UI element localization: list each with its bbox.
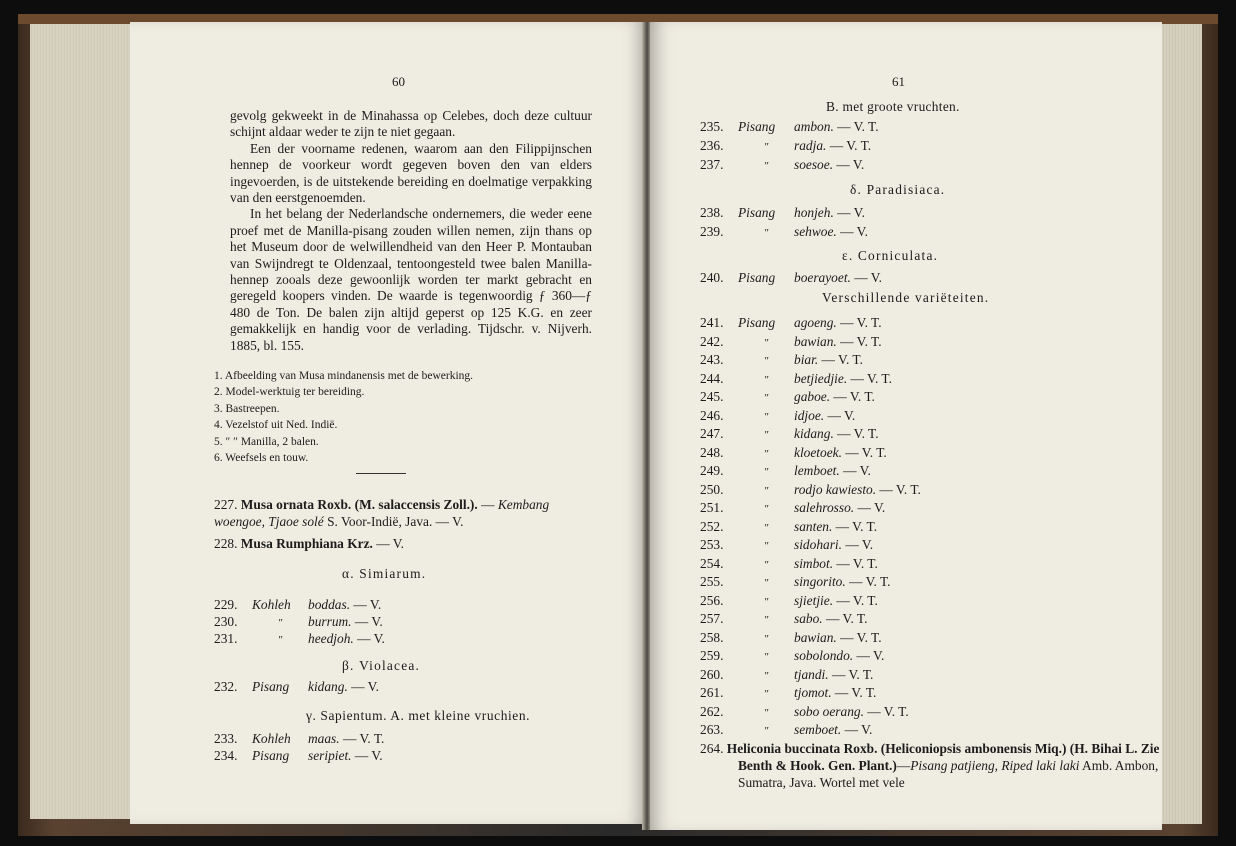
list-item: 253. ″ sidohari. — V. [700, 537, 874, 552]
list-item: 260. ″ tjandi. — V. T. [700, 666, 874, 682]
list-item: 247. ″ kidang. — V. T. [700, 426, 879, 441]
list-item: 5. ″ ″ Manilla, 2 balen. [214, 435, 319, 448]
page-number-60: 60 [392, 74, 405, 89]
entry-237: 237. ″ soesoe. — V. [700, 157, 865, 172]
entry-236: 236. ″ radja. — V. T. [700, 138, 872, 153]
list-item: 241. Pisang agoeng. — V. T. [700, 315, 882, 330]
list-item: 263. ″ semboet. — V. [700, 722, 873, 737]
section-heading-B: B. met groote vruchten. [826, 99, 960, 114]
entry-230: 230. ″ burrum. — V. [214, 614, 383, 629]
entry-239: 239. ″ sehwoe. — V. [700, 224, 868, 239]
left-page-edges [30, 24, 142, 819]
section-heading-alpha: α. Simiarum. [342, 566, 427, 581]
species-name: Musa ornata Roxb. (M. salaccensis Zoll.). [240, 497, 478, 512]
entry-232: 232. Pisang kidang. — V. [214, 679, 379, 694]
section-heading-gamma: γ. Sapientum. A. met kleine vruchien. [306, 708, 531, 723]
entry-264: 264. Heliconia buccinata Roxb. (Heliconiopsis ambonensis Miq.) (H. Bihai L. Zie Benth & Hook. Gen. Plant.)—Pisang patjieng, Riped laki laki Amb. Ambon, Sumatra, Java. Wortel met vele [700, 741, 1160, 791]
list-item: 259. ″ sobolondo. — V. [700, 648, 885, 663]
section-heading-epsilon: ε. Corniculata. [842, 248, 939, 263]
list-item: 258. ″ bawian. — V. T. [700, 629, 882, 645]
vernacular-name: Kembang woengoe, Tjaoe solé [214, 497, 550, 530]
list-item: 262. ″ sobo oerang. — V. T. [700, 703, 909, 719]
list-item: 244. ″ betjiedjie. — V. T. [700, 370, 892, 386]
list-item: 248. ″ kloetoek. — V. T. [700, 444, 887, 460]
list-item: 257. ″ sabo. — V. T. [700, 611, 868, 626]
divider [356, 473, 406, 474]
list-item: 1. Afbeelding van Musa mindanensis met de bewerking. [214, 370, 474, 382]
list-item: 250. ″ rodjo kawiesto. — V. T. [700, 481, 921, 497]
list-item: 246. ″ idjoe. — V. [700, 407, 856, 423]
list-item: 251. ″ salehrosso. — V. [700, 500, 886, 515]
entry-233: 233. Kohleh maas. — V. T. [214, 731, 385, 746]
list-item: 249. ″ lemboet. — V. [700, 463, 871, 478]
page-number-61: 61 [892, 74, 905, 89]
entry-227: 227. Musa ornata Roxb. (M. salaccensis Zoll.). — Kembang woengoe, Tjaoe solé S. Voor-Indië, Java. — V. [214, 497, 550, 530]
list-item: 245. ″ gaboe. — V. T. [700, 389, 875, 404]
species-name: Musa Rumphiana Krz. [240, 536, 373, 551]
list-item: 261. ″ tjomot. — V. T. [700, 685, 877, 700]
entry-229: 229. Kohleh boddas. — V. [214, 597, 382, 612]
paragraph-2: Een der voorname redenen, waarom aan den Filippijnschen hennep de voorkeur wordt gegeven boven den van elders ingevoerden, is de uitstekende bereiding en doelmatige verpakking van den eerstgenoemden. [230, 140, 592, 206]
section-heading-varieties: Verschillende variëteiten. [822, 290, 990, 305]
exhibit-list [214, 368, 473, 466]
body-text [230, 108, 592, 354]
list-item: 254. ″ simbot. — V. T. [700, 555, 878, 571]
vernacular-name: Pisang patjieng, Riped laki laki [910, 758, 1080, 774]
section-heading-delta: δ. Paradisiaca. [850, 182, 946, 197]
right-page [650, 22, 1162, 830]
list-item: 242. ″ bawian. — V. T. [700, 333, 882, 349]
list-item: 4. Vezelstof uit Ned. Indië. [214, 419, 338, 432]
section-heading-beta: β. Violacea. [342, 658, 421, 673]
list-item: 256. ″ sjietjie. — V. T. [700, 592, 878, 608]
species-name: Heliconia buccinata Roxb. (Heliconiopsis ambonensis Miq.) (H. Bihai L. Zie Benth & Hook. Gen. Plant.) [726, 741, 1160, 774]
entry-240: 240. Pisang boerayoet. — V. [700, 270, 883, 285]
paragraph-1: gevolg gekweekt in de Minahassa op Celebes, doch deze cultuur schijnt aldaar weder te zijn te niet gegaan. [230, 108, 592, 140]
entry-238: 238. Pisang honjeh. — V. [700, 205, 865, 220]
list-item: 3. Bastreepen. [214, 402, 280, 415]
paragraph-3: In het belang der Nederlandsche ondernemers, die weder eene proef met de Manilla-pisang zouden willen nemen, zijn thans op het Museum door de welwillendheid van den Heer P. Montauban van Swijndregt te Oldenzaal, tentoongesteld twee balen Manilla-hennep zooals deze gewoonlijk worden ter markt gebracht en geregeld koopers vinden. De waarde is tegenwoordig ƒ 360—ƒ 480 de Ton. De balen zijn altijd geperst op 125 K.G. en zeer gemakkelijk en handig voor de verlading. Tijdschr. v. Nijverh. 1885, bl. 155. [230, 206, 592, 353]
entry-234: 234. Pisang seripiet. — V. [214, 748, 383, 763]
list-item: 243. ″ biar. — V. T. [700, 352, 863, 367]
list-item: 255. ″ singorito. — V. T. [700, 574, 891, 589]
list-item: 252. ″ santen. — V. T. [700, 518, 878, 534]
left-page [130, 22, 645, 824]
entry-228: 228. Musa Rumphiana Krz. — V. [214, 536, 405, 551]
entry-235: 235. Pisang ambon. — V. T. [700, 119, 879, 134]
list-item: 2. Model-werktuig ter bereiding. [214, 386, 365, 399]
list-item: 6. Weefsels en touw. [214, 452, 309, 465]
entry-231: 231. ″ heedjoh. — V. [214, 631, 385, 646]
